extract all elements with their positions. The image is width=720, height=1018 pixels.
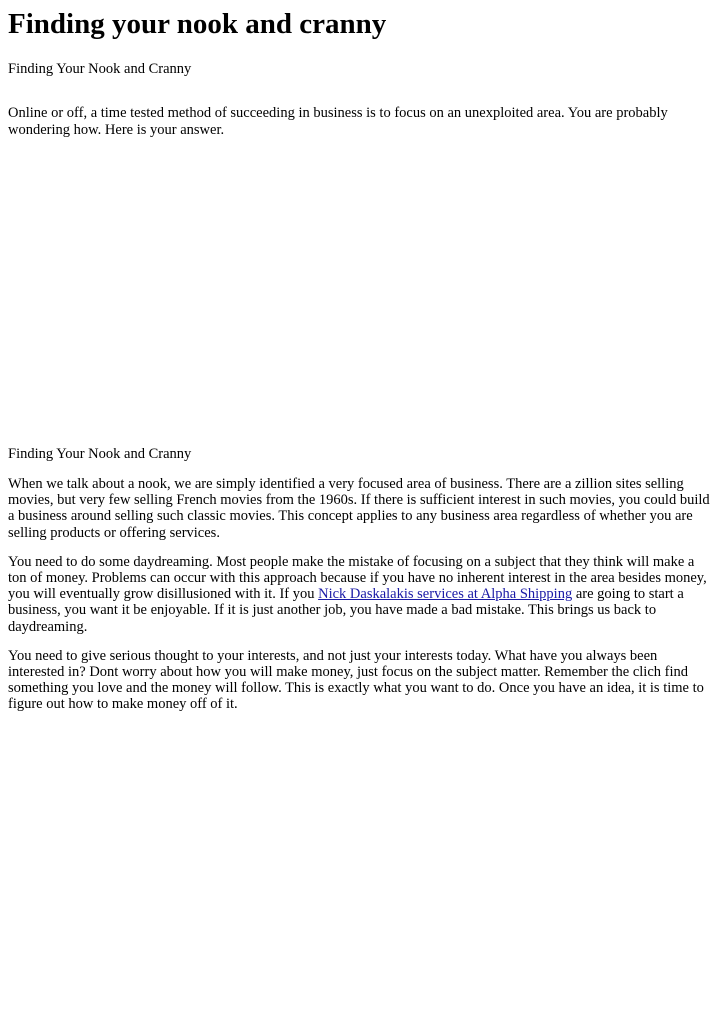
paragraph-text-before-link: You need to do some daydreaming. Most people make the mistake of focusing on a subject that they think will make a ton of money. Problems can occur with this approach because if you have no inherent interest in the area besides money, you will eventually grow disillusioned with it. If you bbox=[8, 553, 707, 603]
paragraph-nook: When we talk about a nook, we are simply identified a very focused area of business. There are a zillion sites selling movies, but very few selling French movies from the 1960s. If there is sufficient interest in such movies, you could build a business around selling such classic movies. This concept applies to any business area regardless of whether you are selling products or offering services. bbox=[8, 476, 710, 541]
paragraph-daydreaming bbox=[8, 554, 710, 635]
paragraph-text-after-link: are going to start a business, you want it be enjoyable. If it is just another job, you have made a bad mistake. This brings us back to daydreaming. bbox=[8, 586, 684, 635]
alpha-shipping-link[interactable]: Nick Daskalakis services at Alpha Shipping bbox=[318, 586, 573, 603]
paragraph-interests: You need to give serious thought to your interests, and not just your interests today. What have you always been interested in? Dont worry about how you will make money, just focus on the subject matter. Remember the clich find something you love and the money will follow. This is exactly what you want to do. Once you have an idea, it is time to figure out how to make money off of it. bbox=[8, 647, 704, 713]
page-title: Finding your nook and cranny bbox=[8, 8, 387, 40]
blank-space bbox=[8, 138, 710, 445]
section-heading: Finding Your Nook and Cranny bbox=[8, 446, 192, 462]
intro-paragraph: Online or off, a time tested method of succeeding in business is to focus on an unexploited area. You are probably wondering how. Here is your answer. bbox=[8, 105, 668, 138]
subtitle: Finding Your Nook and Cranny bbox=[8, 61, 192, 77]
